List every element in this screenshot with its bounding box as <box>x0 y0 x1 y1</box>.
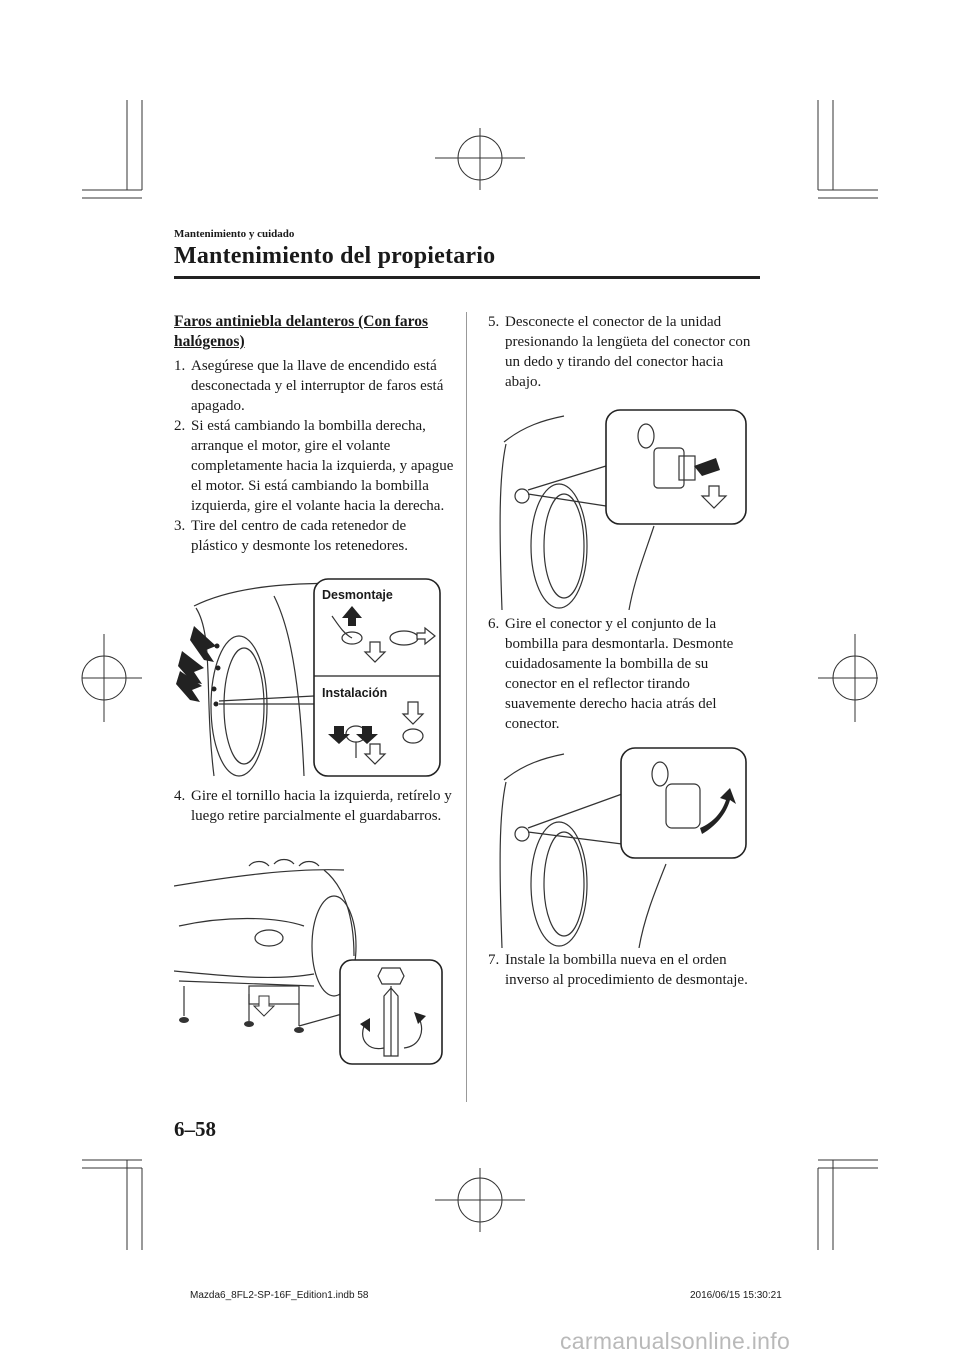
step-number: 2. <box>174 418 186 434</box>
step-number: 3. <box>174 518 186 534</box>
fog-light-heading: Faros antiniebla delanteros (Con faros halógenos) <box>174 313 429 350</box>
installation-label: Instalación <box>322 686 388 700</box>
step-number: 4. <box>174 788 186 804</box>
step-7 <box>488 950 760 990</box>
step-text: Instale la bombilla nueva en el orden inverso al procedimiento de desmontaje. <box>505 952 748 988</box>
header-rule <box>174 276 760 279</box>
step-text: Asegúrese que la llave de encendido está desconectada y el interruptor de faros está apagado. <box>191 358 444 414</box>
page-number: 6–58 <box>174 1117 216 1141</box>
footer-file: Mazda6_8FL2-SP-16F_Edition1.indb 58 <box>190 1290 369 1301</box>
step-text: Gire el tornillo hacia la izquierda, retírelo y luego retire parcialmente el guardabarros. <box>191 788 452 824</box>
bulb-figure <box>494 744 750 948</box>
step-number: 5. <box>488 314 500 330</box>
screw-figure <box>174 856 446 1066</box>
step-number: 7. <box>488 952 500 968</box>
step-text: Gire el conector y el conjunto de la bombilla para desmontarla. Desmonte cuidadosamente la bombilla de su conector en el reflector tirando suavemente derecho hacia atrás del conector. <box>505 616 734 732</box>
step-6 <box>488 614 760 734</box>
column-divider <box>466 312 467 1102</box>
section-label: Mantenimiento y cuidado <box>174 228 295 240</box>
chapter-title: Mantenimiento del propietario <box>174 243 496 269</box>
step-5 <box>488 312 760 392</box>
step-2 <box>174 416 454 516</box>
footer-timestamp: 2016/06/15 15:30:21 <box>690 1290 782 1301</box>
step-number: 1. <box>174 358 186 374</box>
step-3 <box>174 516 454 556</box>
watermark: carmanualsonline.info <box>560 1328 791 1354</box>
step-number: 6. <box>488 616 500 632</box>
step-1 <box>174 356 454 416</box>
connector-figure <box>494 406 750 610</box>
step-4 <box>174 786 454 826</box>
retainer-figure <box>174 576 444 778</box>
step-text: Desconecte el conector de la unidad presionando la lengüeta del conector con un dedo y tirando del conector hacia abajo. <box>505 314 751 390</box>
step-text: Tire del centro de cada retenedor de plástico y desmonte los retenedores. <box>191 518 409 554</box>
step-text: Si está cambiando la bombilla derecha, arranque el motor, gire el volante completamente hacia la izquierda, y apague el motor. Si está cambiando la bombilla izquierda, gire el volante hacia la derecha. <box>191 418 454 514</box>
removal-label: Desmontaje <box>322 588 393 602</box>
